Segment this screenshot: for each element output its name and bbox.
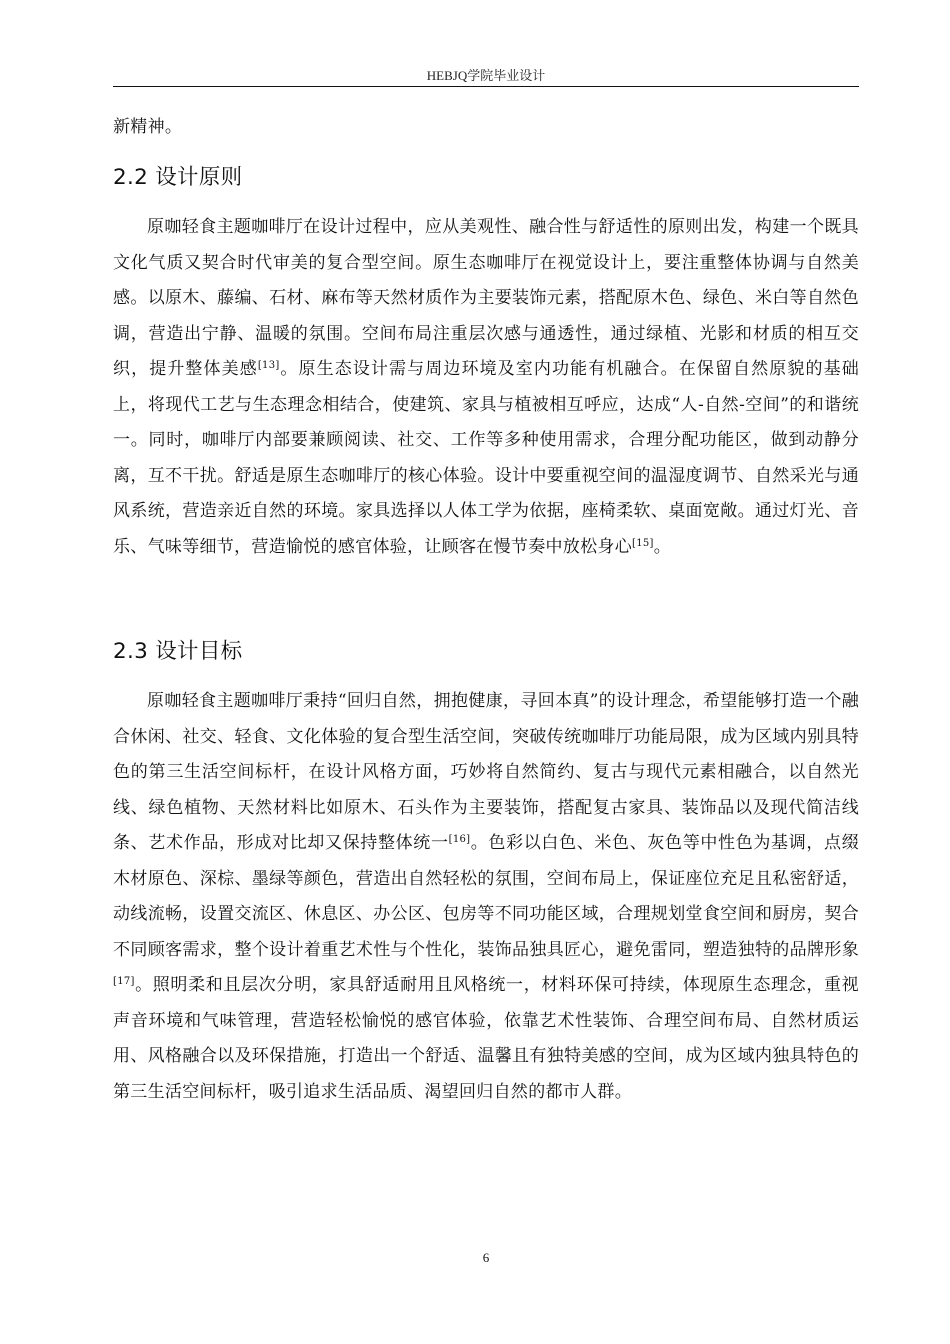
paragraph-text: 。: [653, 536, 672, 557]
paragraph-text: 原咖轻食主题咖啡厅秉持“回归自然，拥抱健康，寻回本真”的设计理念，希望能够打造一个融合休闲、社交、轻食、文化体验的复合型生活空间，突破传统咖啡厅功能局限，成为区域内别具特色的第三生活空间标杆，在设计风格方面，巧妙将自然简约、复古与现代元素相融合，以自然光线、绿色植物、天然材料比如原木、石头作为主要装饰，搭配复古家具、装饰品以及现代简洁线条、艺术作品，形成对比却又保持整体统一: [113, 691, 859, 853]
header-divider: [113, 86, 859, 87]
citation-ref: [16]: [448, 834, 471, 845]
section-heading-2-3: 2.3 设计目标: [113, 639, 243, 664]
design-goals-paragraph: [113, 684, 859, 1110]
paragraph-text: 。原生态设计需与周边环境及室内功能有机融合。在保留自然原貌的基础上，将现代工艺与生态理念相结合，使建筑、家具与植被相互呼应，达成“人-自然-空间”的和谐统一。同时，咖啡厅内部要兼顾阅读、社交、工作等多种使用需求，合理分配功能区，做到动静分离，互不干扰。舒适是原生态咖啡厅的核心体验。设计中要重视空间的温湿度调节、自然采光与通风系统，营造亲近自然的环境。家具选择以人体工学为依据，座椅柔软、桌面宽敞。通过灯光、音乐、气味等细节，营造愉悦的感官体验，让顾客在慢节奏中放松身心: [113, 359, 859, 557]
running-header: HEBJQ学院毕业设计: [426, 68, 546, 83]
citation-ref: [15]: [632, 537, 654, 549]
continued-paragraph: 新精神。: [113, 117, 183, 137]
paragraph-text: 原咖轻食主题咖啡厅在设计过程中，应从美观性、融合性与舒适性的原则出发，构建一个既具文化气质又契合时代审美的复合型空间。原生态咖啡厅在视觉设计上，要注重整体协调与自然美感。以原木、藤编、石材、麻布等天然材质作为主要装饰元素，搭配原木色、绿色、米白等自然色调，营造出宁静、温暖的氛围。空间布局注重层次感与通透性，通过绿植、光影和材质的相互交织，提升整体美感: [113, 217, 859, 379]
citation-ref: [17]: [113, 976, 135, 987]
design-principles-paragraph: [113, 210, 859, 565]
page-number: 6: [482, 1250, 490, 1265]
paragraph-text: 。色彩以白色、米色、灰色等中性色为基调，点缀木材原色、深棕、墨绿等颜色，营造出自然轻松的氛围，空间布局上，保证座位充足且私密舒适，动线流畅，设置交流区、休息区、办公区、包房等不同功能区域，合理规划堂食空间和厨房，契合不同顾客需求，整个设计着重艺术性与个性化，装饰品独具匠心，避免雷同，塑造独特的品牌形象: [113, 833, 859, 960]
citation-ref: [13]: [257, 360, 280, 371]
paragraph-text: 。照明柔和且层次分明，家具舒适耐用且风格统一，材料环保可持续，体现原生态理念，重视声音环境和气味管理，营造轻松愉悦的感官体验，依靠艺术性装饰、合理空间布局、自然材质运用、风格融合以及环保措施，打造出一个舒适、温馨且有独特美感的空间，成为区域内独具特色的第三生活空间标杆，吸引追求生活品质、渴望回归自然的都市人群。: [113, 975, 859, 1102]
section-heading-2-2: 2.2 设计原则: [113, 165, 243, 190]
